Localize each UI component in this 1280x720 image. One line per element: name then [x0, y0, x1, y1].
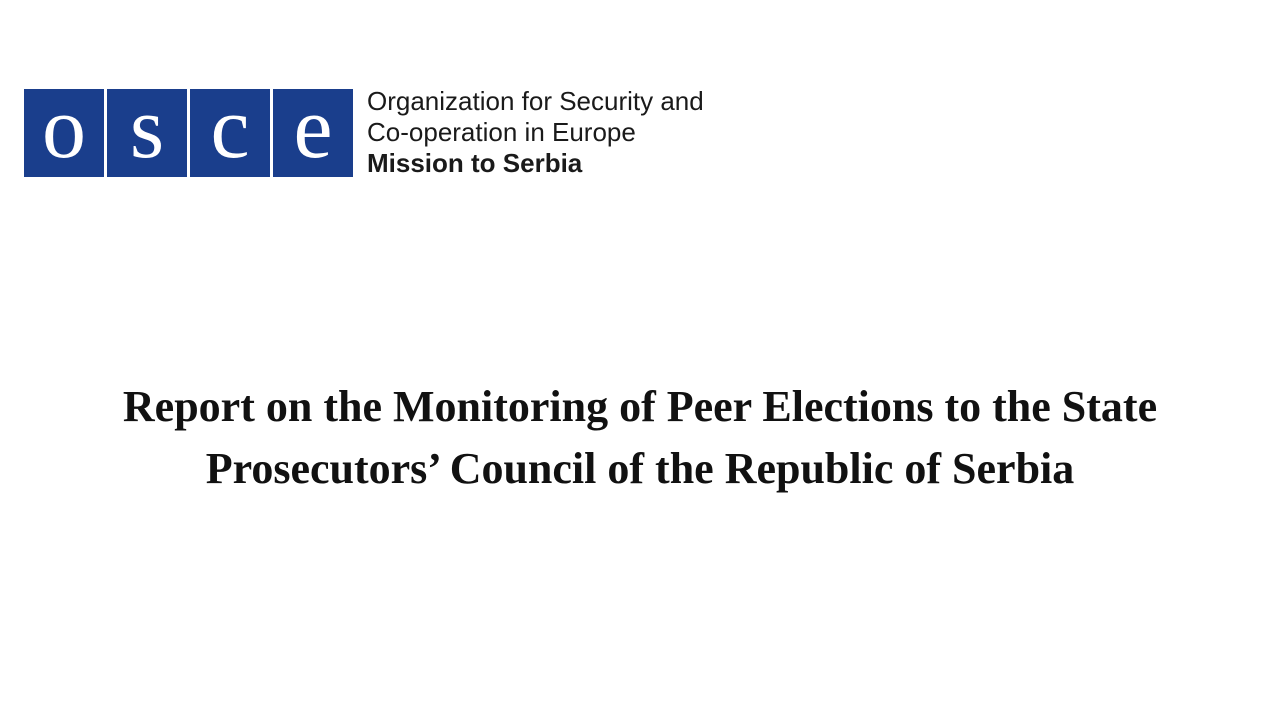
osce-logo — [24, 79, 353, 177]
logo-letter-s: s — [107, 89, 187, 177]
logo-letter-c: c — [190, 89, 270, 177]
osce-header — [24, 79, 704, 179]
report-title-line-2: Prosecutors’ Council of the Republic of Serbia — [205, 444, 1075, 493]
logo-letter-e: e — [273, 89, 353, 177]
mission-name: Mission to Serbia — [367, 148, 583, 178]
logo-letter-o: o — [24, 89, 104, 177]
organization-name — [367, 86, 704, 179]
org-name-line-2: Co-operation in Europe — [367, 117, 636, 147]
org-name-line-1: Organization for Security and — [367, 86, 704, 116]
report-title-line-1: Report on the Monitoring of Peer Elections to the State — [122, 382, 1158, 431]
report-title — [0, 376, 1280, 500]
